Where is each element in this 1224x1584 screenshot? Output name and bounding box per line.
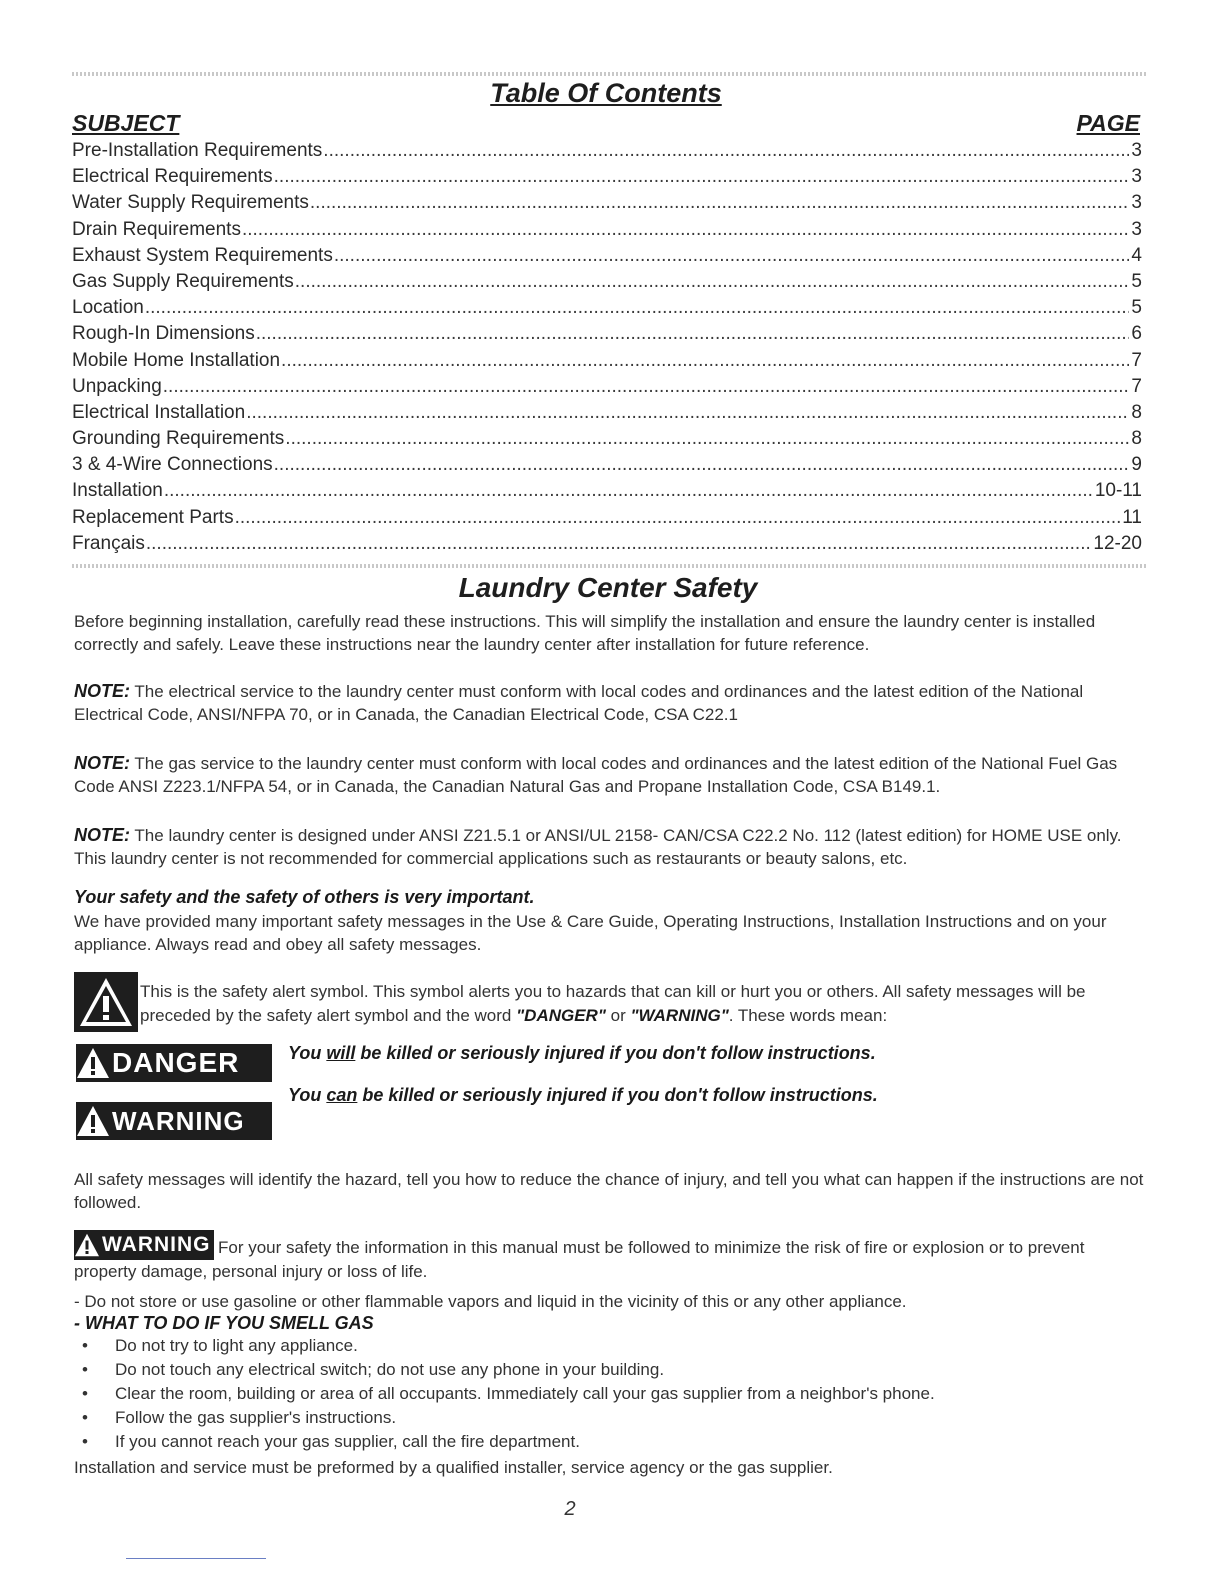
toc-page: 3 [1131, 166, 1142, 188]
toc-subject: Pre-Installation Requirements [72, 140, 323, 161]
toc-subject: Replacement Parts [72, 506, 234, 528]
toc-subject: Electrical Installation [72, 401, 246, 423]
warning-msg-key: can [326, 1085, 358, 1105]
toc-title: Table Of Contents [490, 78, 722, 108]
toc-row [72, 426, 1142, 452]
toc-row [72, 138, 1142, 164]
toc-row [72, 452, 1142, 478]
warning-badge [76, 1102, 272, 1140]
alert-or: or [605, 1006, 631, 1025]
toc-subject: Français [72, 532, 145, 554]
note-design-text: The laundry center is designed under ANSI Z21.5.1 or ANSI/UL 2158- CAN/CSA C22.2 No. 112 (latest edition) for HOME USE only. This laundry center is not recommended for commercial applications such as restaurants or beauty salons, etc. [74, 826, 1122, 868]
toc-page: 7 [1131, 349, 1142, 371]
alert-text-before: This is the safety alert symbol. This symbol alerts you to hazards that can kill or hurt you or others. All safety messages will be preceded by the safety alert symbol and the word [140, 982, 1086, 1025]
note-electrical [74, 680, 1146, 726]
toc-subject: 3 & 4-Wire Connections [72, 454, 273, 476]
list-item: • Do not try to light any appliance. [74, 1334, 1146, 1358]
toc-subject: Mobile Home Installation [72, 349, 281, 371]
warning-triangle-icon [76, 1047, 110, 1079]
toc-page: 11 [1122, 506, 1142, 528]
toc-subject: Rough-In Dimensions [72, 323, 255, 345]
toc-page: 5 [1131, 297, 1142, 319]
toc-list [72, 138, 1142, 557]
warning-msg-post: be killed or seriously injured if you don't follow instructions. [357, 1085, 878, 1105]
toc-row [72, 295, 1142, 321]
toc-page: 6 [1131, 323, 1142, 345]
note-label: NOTE: [74, 825, 130, 845]
note-gas-text: The gas service to the laundry center must conform with local codes and ordinances and the latest edition of the National Fuel Gas Code ANSI Z223.1/NFPA 54, or in Canada, the Canadian Natural Gas and Propane Installation Code, CSA B149.1. [74, 754, 1118, 796]
danger-msg-key: will [326, 1043, 356, 1063]
toc-row [72, 400, 1142, 426]
note-design [74, 824, 1146, 870]
warning-triangle-icon [76, 1105, 110, 1137]
toc-row [72, 190, 1142, 216]
warning2-text: For your safety the information in this manual must be followed to minimize the risk of fire or explosion or to prevent property damage, personal injury or loss of life. [74, 1238, 1085, 1281]
toc-row [72, 478, 1142, 504]
toc-subject: Unpacking [72, 375, 162, 397]
note-electrical-text: The electrical service to the laundry center must conform with local codes and ordinances and the latest edition of the National Electrical Code, ANSI/NFPA 70, or in Canada, the Canadian Electrical Code, CSA C22.1 [74, 682, 1084, 724]
toc-row [72, 164, 1142, 190]
top-dotted-rule [72, 72, 1146, 76]
danger-msg-post: be killed or seriously injured if you don't follow instructions. [355, 1043, 876, 1063]
toc-subject: Location [72, 297, 144, 319]
important-text: We have provided many important safety messages in the Use & Care Guide, Operating Instructions, Installation Instructions and on your appliance. Always read and obey all safety messages. [74, 912, 1107, 954]
toc-page: 8 [1131, 401, 1142, 423]
toc-subject-header: SUBJECT [72, 110, 180, 136]
toc-row [72, 531, 1142, 557]
closing-text: Installation and service must be preformed by a qualified installer, service agency or the gas supplier. [74, 1458, 833, 1477]
toc-page: 7 [1131, 375, 1142, 397]
warning-badge-label: WARNING [112, 1105, 245, 1136]
toc-subject: Drain Requirements [72, 218, 241, 240]
alert-word-danger: "DANGER" [516, 1006, 606, 1025]
warning-triangle-icon [74, 1233, 100, 1257]
identify-text: All safety messages will identify the hazard, tell you how to reduce the chance of injury, and tell you what can happen if the instructions are not followed. [74, 1170, 1144, 1212]
smell-gas-bullets [74, 1334, 1146, 1454]
smell-gas-heading: - WHAT TO DO IF YOU SMELL GAS [74, 1313, 374, 1333]
warning-message [288, 1085, 878, 1106]
toc-subject: Electrical Requirements [72, 166, 273, 188]
toc-page: 8 [1131, 428, 1142, 450]
toc-row [72, 348, 1142, 374]
safety-intro: Before beginning installation, carefully read these instructions. This will simplify the installation and ensure the laundry center is installed correctly and safely. Leave these instructions near the laundry center after installation for future reference. [74, 612, 1096, 654]
important-heading: Your safety and the safety of others is very important. [74, 887, 535, 907]
safety-title: Laundry Center Safety [458, 572, 758, 603]
toc-row [72, 505, 1142, 531]
danger-badge-label: DANGER [112, 1047, 240, 1078]
toc-page: 12-20 [1093, 532, 1142, 554]
toc-row [72, 269, 1142, 295]
toc-row [72, 374, 1142, 400]
warning-inline-badge [74, 1230, 214, 1260]
warning-inline-label: WARNING [102, 1233, 211, 1256]
toc-row [72, 321, 1142, 347]
toc-subject: Exhaust System Requirements [72, 244, 333, 266]
footer-line [126, 1558, 266, 1559]
danger-message [288, 1043, 876, 1064]
safety-alert-text [140, 980, 1148, 1028]
section-dotted-rule [72, 564, 1146, 568]
toc-row [72, 217, 1142, 243]
toc-subject: Gas Supply Requirements [72, 270, 294, 292]
toc-subject: Grounding Requirements [72, 428, 285, 450]
alert-text-after: . These words mean: [728, 1006, 888, 1025]
list-item: • Follow the gas supplier's instructions. [74, 1406, 1146, 1430]
list-item: • If you cannot reach your gas supplier, call the fire department. [74, 1430, 1146, 1454]
toc-page: 3 [1131, 192, 1142, 214]
warning-msg-pre: You [288, 1085, 327, 1105]
safety-alert-icon [74, 972, 138, 1032]
toc-subject: Water Supply Requirements [72, 192, 309, 214]
toc-page: 10-11 [1094, 480, 1142, 502]
toc-page: 3 [1131, 218, 1142, 240]
toc-row [72, 243, 1142, 269]
toc-header [72, 110, 1140, 137]
note-gas [74, 752, 1146, 798]
danger-badge [76, 1044, 272, 1082]
page-number: 2 [564, 1498, 576, 1520]
note-label: NOTE: [74, 753, 130, 773]
note-label: NOTE: [74, 681, 130, 701]
toc-page: 5 [1131, 270, 1142, 292]
alert-word-warning: "WARNING" [630, 1006, 729, 1025]
list-item: • Clear the room, building or area of all occupants. Immediately call your gas supplier from a neighbor's phone. [74, 1382, 1146, 1406]
toc-page: 9 [1131, 454, 1142, 476]
toc-page-header: PAGE [1076, 110, 1140, 136]
danger-msg-pre: You [288, 1043, 327, 1063]
toc-page: 3 [1131, 140, 1142, 161]
warning-paragraph [74, 1230, 1146, 1284]
gasoline-text: - Do not store or use gasoline or other flammable vapors and liquid in the vicinity of this or any other appliance. [74, 1292, 907, 1311]
toc-page: 4 [1131, 244, 1142, 266]
toc-subject: Installation [72, 480, 163, 502]
list-item: • Do not touch any electrical switch; do not use any phone in your building. [74, 1358, 1146, 1382]
